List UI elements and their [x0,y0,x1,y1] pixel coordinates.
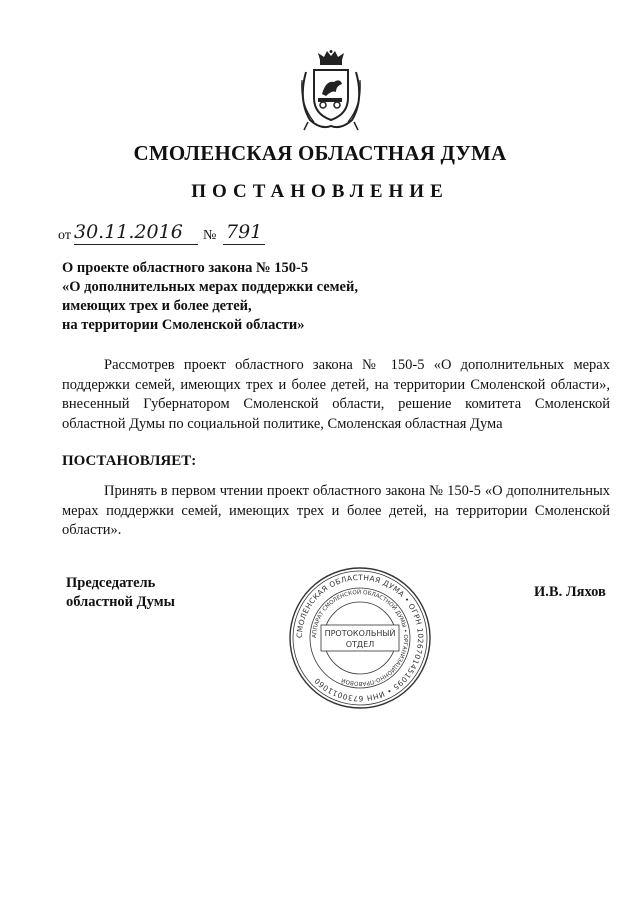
date-underline [74,244,198,245]
handwritten-number: 791 [226,221,263,243]
subject-line: «О дополнительных мерах поддержки семей, [62,279,358,295]
subject-line: О проекте областного закона № 150-5 [62,260,309,276]
stamp-inner-ring-text: АППАРАТ СМОЛЕНСКОЙ ОБЛАСТНОЙ ДУМЫ • ОРГАНИЗАЦИОННО-ПРАВОВОЙ [311,589,409,687]
decree-heading: ПОСТАНОВЛЯЕТ: [62,453,197,469]
official-stamp-icon [287,565,433,711]
handwritten-date: 30.11.2016 [74,221,183,243]
number-underline [223,244,265,245]
stamp-center-line: ПРОТОКОЛЬНЫЙ [324,629,396,638]
signer-title-line: областной Думы [66,594,175,610]
organization-title: СМОЛЕНСКАЯ ОБЛАСТНАЯ ДУМА [133,141,507,165]
signer-title [66,574,175,612]
preamble-paragraph [62,356,610,434]
decision-paragraph [62,482,610,541]
document-type-heading: ПОСТАНОВЛЕНИЕ [191,181,449,202]
coat-of-arms-icon [296,50,366,132]
stamp-center-line: ОТДЕЛ [345,640,375,649]
preamble-text: Рассмотрев проект областного закона № 150-5 «О дополнительных мерах поддержки семей, имеющих трех и более детей, на территории Смоленской области», внесенный Губернатором Смоленской области, решение комитета Смоленской областной Думы по социальной политике, Смоленская областная Дума [62,357,610,432]
number-label: № [203,228,217,243]
decision-text: Принять в первом чтении проект областного закона № 150-5 «О дополнительных мерах поддержки семей, имеющих трех и более детей, на территории Смоленской области». [62,483,610,538]
signer-name: И.В. Ляхов [534,584,606,600]
stamp-outer-ring-text: СМОЛЕНСКАЯ ОБЛАСТНАЯ ДУМА • ОГРН 1026701451095 • ИНН 6730011060 [294,572,426,704]
date-from-label: от [58,228,71,243]
document-subject [62,259,358,335]
signer-title-line: Председатель [66,575,156,591]
subject-line: на территории Смоленской области» [62,317,305,333]
subject-line: имеющих трех и более детей, [62,298,252,314]
